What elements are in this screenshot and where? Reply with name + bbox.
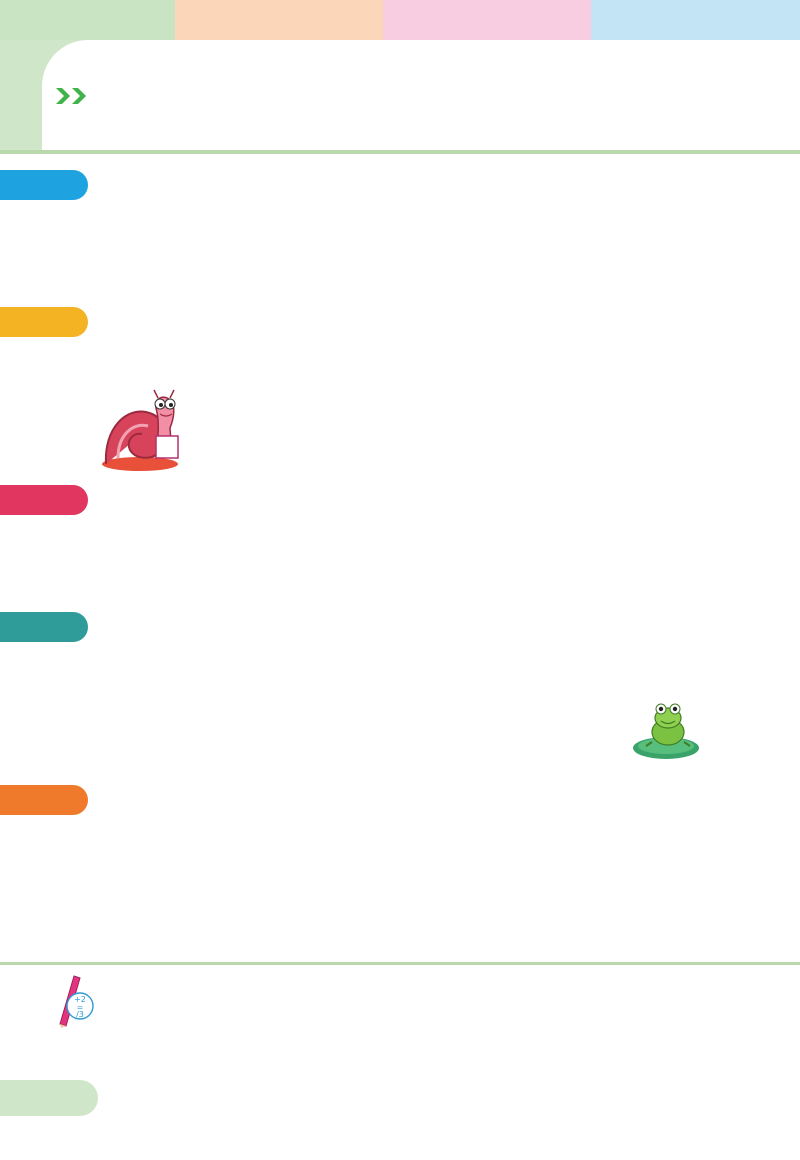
- task-number-3: [0, 485, 88, 515]
- task-number-5: [0, 785, 88, 815]
- writing-practice-grid: [100, 966, 760, 1058]
- task-number-2: [0, 307, 88, 337]
- top-strip-4: [591, 0, 800, 40]
- svg-text:=: =: [76, 1003, 84, 1012]
- pencil-plus-icon: [52, 966, 94, 1028]
- task-5-dice-row: [50, 842, 770, 916]
- bottom-divider: [0, 962, 800, 965]
- double-chevron-icon: [56, 86, 92, 106]
- top-strip-2: [175, 0, 383, 40]
- top-strip-3: [383, 0, 591, 40]
- top-strip-1: [0, 0, 175, 40]
- page-number: [0, 1080, 98, 1116]
- task-number-4: [0, 612, 88, 642]
- svg-text:/3: /3: [76, 1010, 84, 1019]
- header-panel: [42, 40, 800, 152]
- snail-illustration: [100, 388, 192, 472]
- svg-text:+2: +2: [74, 995, 86, 1004]
- task-3-grid: [100, 520, 720, 600]
- header-divider: [0, 150, 800, 154]
- task-number-1: [0, 170, 88, 200]
- frog-illustration: [632, 698, 702, 760]
